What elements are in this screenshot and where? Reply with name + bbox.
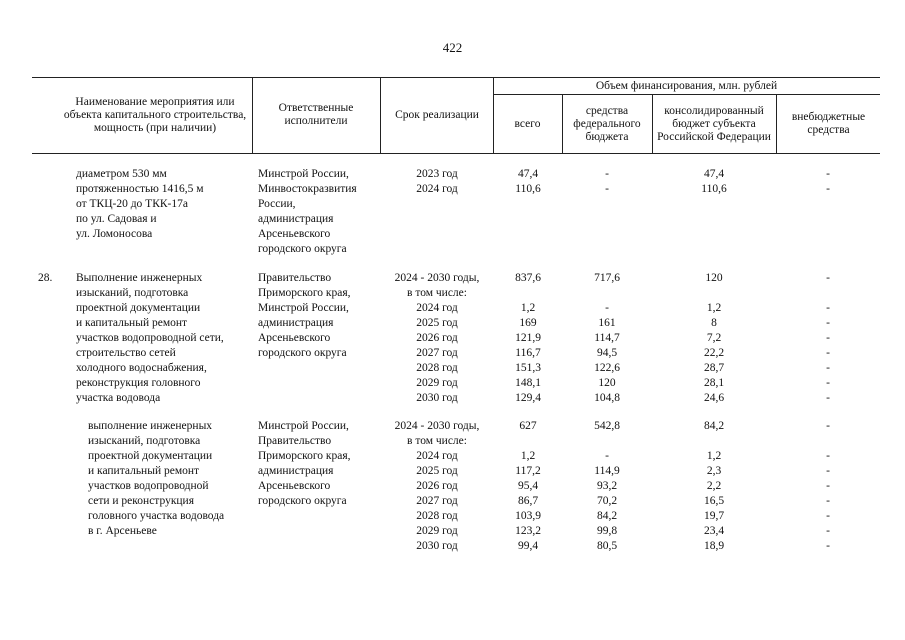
regional-cell: 28,7 [703, 362, 725, 374]
federal-cell: - [605, 183, 609, 195]
total-cell: 86,7 [517, 495, 539, 507]
regional-cell: 18,9 [703, 540, 725, 552]
federal-cell: 120 [598, 377, 616, 389]
period-cell: 2026 год [416, 480, 458, 492]
item-name-line: протяженностью 1416,5 м [76, 183, 204, 195]
item-name-line: холодного водоснабжения, [76, 362, 207, 374]
total-cell: 95,4 [517, 480, 539, 492]
item-name-line: и капитальный ремонт [88, 465, 200, 477]
header-extra: внебюджетные средства [791, 111, 866, 136]
total-cell: 148,1 [515, 377, 541, 389]
item-name-line: ул. Ломоносова [76, 228, 153, 240]
period-cell: 2024 - 2030 годы, [394, 420, 480, 432]
header-period: Срок реализации [395, 108, 479, 121]
total-cell: 151,3 [515, 362, 541, 374]
extra-cell: - [826, 465, 830, 477]
period-cell: 2023 год [416, 168, 458, 180]
responsible-line: Арсеньевского [258, 228, 331, 240]
item-name-line: в г. Арсеньеве [88, 525, 157, 537]
item-name-line: изысканий, подготовка [88, 435, 201, 447]
responsible-line: Приморского края, [258, 287, 351, 299]
federal-cell: 161 [598, 317, 616, 329]
extra-cell: - [826, 302, 830, 314]
period-cell: 2024 год [416, 183, 458, 195]
responsible-line: Минстрой России, [258, 168, 349, 180]
item-name-line: участков водопроводной [88, 480, 209, 492]
regional-cell: 2,3 [706, 465, 722, 477]
extra-cell: - [826, 183, 830, 195]
regional-cell: 8 [711, 317, 717, 329]
item-name-line: сети и реконструкция [88, 495, 194, 507]
financing-divider-rule [493, 94, 880, 95]
regional-cell: 1,2 [706, 450, 722, 462]
extra-cell: - [826, 272, 830, 284]
regional-cell: 47,4 [703, 168, 725, 180]
extra-cell: - [826, 525, 830, 537]
regional-cell: 24,6 [703, 392, 725, 404]
header-total: всего [514, 117, 541, 130]
period-cell: 2024 год [416, 450, 458, 462]
total-cell: 117,2 [515, 465, 541, 477]
total-cell: 47,4 [517, 168, 539, 180]
responsible-line: Правительство [258, 435, 332, 447]
regional-cell: 84,2 [703, 420, 725, 432]
extra-cell: - [826, 168, 830, 180]
federal-cell: - [605, 450, 609, 462]
extra-cell: - [826, 392, 830, 404]
federal-cell: 70,2 [596, 495, 618, 507]
responsible-line: Арсеньевского [258, 332, 331, 344]
regional-cell: 120 [705, 272, 723, 284]
federal-cell: 717,6 [594, 272, 620, 284]
period-cell: 2026 год [416, 332, 458, 344]
extra-cell: - [826, 495, 830, 507]
period-cell: 2028 год [416, 510, 458, 522]
responsible-line: Приморского края, [258, 450, 351, 462]
federal-cell: 99,8 [596, 525, 618, 537]
total-cell: 103,9 [515, 510, 541, 522]
item-name-line: от ТКЦ-20 до ТКК-17а [76, 198, 188, 210]
extra-cell: - [826, 362, 830, 374]
item-name-line: Выполнение инженерных [76, 272, 203, 284]
header-responsible: Ответственные исполнители [278, 102, 354, 127]
total-cell: 123,2 [515, 525, 541, 537]
total-cell: 121,9 [515, 332, 541, 344]
period-cell: 2025 год [416, 317, 458, 329]
period-cell: в том числе: [407, 287, 467, 299]
federal-cell: 114,9 [594, 465, 620, 477]
period-cell: 2030 год [416, 540, 458, 552]
item-name-line: диаметром 530 мм [76, 168, 167, 180]
col-divider-responsible [380, 77, 381, 153]
extra-cell: - [826, 377, 830, 389]
responsible-line: Минвостокразвития [258, 183, 357, 195]
page-number: 422 [442, 40, 463, 55]
federal-cell: 84,2 [596, 510, 618, 522]
total-cell: 837,6 [515, 272, 541, 284]
extra-cell: - [826, 317, 830, 329]
extra-cell: - [826, 420, 830, 432]
federal-cell: 114,7 [594, 332, 620, 344]
responsible-line: Минстрой России, [258, 420, 349, 432]
period-cell: 2030 год [416, 392, 458, 404]
total-cell: 110,6 [515, 183, 541, 195]
extra-cell: - [826, 540, 830, 552]
total-cell: 169 [519, 317, 537, 329]
federal-cell: - [605, 302, 609, 314]
header-name: Наименование мероприятия или объекта капитального строительства, мощность (при наличии) [63, 95, 247, 134]
period-cell: 2027 год [416, 495, 458, 507]
responsible-line: городского округа [258, 495, 347, 507]
responsible-line: городского округа [258, 243, 347, 255]
item-name-line: участков водопроводной сети, [76, 332, 224, 344]
item-name-line: участка водовода [76, 392, 161, 404]
item-name-line: строительство сетей [76, 347, 176, 359]
federal-cell: 94,5 [596, 347, 618, 359]
header-federal: средства федерального бюджета [573, 104, 641, 143]
responsible-line: Минстрой России, [258, 302, 349, 314]
total-cell: 1,2 [520, 450, 536, 462]
responsible-line: Правительство [258, 272, 332, 284]
item-name-line: проектной документации [76, 302, 201, 314]
item-name-line: изысканий, подготовка [76, 287, 189, 299]
extra-cell: - [826, 480, 830, 492]
total-cell: 116,7 [515, 347, 541, 359]
responsible-line: городского округа [258, 347, 347, 359]
extra-cell: - [826, 347, 830, 359]
responsible-line: администрация [258, 213, 334, 225]
regional-cell: 7,2 [706, 332, 722, 344]
federal-cell: 542,8 [594, 420, 620, 432]
regional-cell: 19,7 [703, 510, 725, 522]
item-name-line: головного участка водовода [88, 510, 225, 522]
responsible-line: администрация [258, 465, 334, 477]
regional-cell: 16,5 [703, 495, 725, 507]
regional-cell: 28,1 [703, 377, 725, 389]
header-regional: консолидированный бюджет субъекта Российской Федерации [657, 104, 771, 143]
col-divider-name [252, 77, 253, 153]
period-cell: 2029 год [416, 525, 458, 537]
header-bottom-rule [32, 153, 880, 154]
period-cell: 2025 год [416, 465, 458, 477]
federal-cell: 80,5 [596, 540, 618, 552]
row-number: 28. [38, 272, 53, 284]
regional-cell: 110,6 [701, 183, 727, 195]
federal-cell: 93,2 [596, 480, 618, 492]
total-cell: 1,2 [520, 302, 536, 314]
total-cell: 627 [519, 420, 537, 432]
period-cell: 2024 - 2030 годы, [394, 272, 480, 284]
item-name-line: выполнение инженерных [88, 420, 213, 432]
period-cell: 2024 год [416, 302, 458, 314]
federal-cell: - [605, 168, 609, 180]
regional-cell: 23,4 [703, 525, 725, 537]
period-cell: в том числе: [407, 435, 467, 447]
responsible-line: Арсеньевского [258, 480, 331, 492]
regional-cell: 1,2 [706, 302, 722, 314]
item-name-line: реконструкция головного [76, 377, 201, 389]
item-name-line: по ул. Садовая и [76, 213, 157, 225]
period-cell: 2029 год [416, 377, 458, 389]
federal-cell: 104,8 [594, 392, 620, 404]
item-name-line: проектной документации [88, 450, 213, 462]
regional-cell: 22,2 [703, 347, 725, 359]
period-cell: 2028 год [416, 362, 458, 374]
regional-cell: 2,2 [706, 480, 722, 492]
extra-cell: - [826, 332, 830, 344]
responsible-line: администрация [258, 317, 334, 329]
total-cell: 99,4 [517, 540, 539, 552]
item-name-line: и капитальный ремонт [76, 317, 188, 329]
total-cell: 129,4 [515, 392, 541, 404]
responsible-line: России, [258, 198, 296, 210]
federal-cell: 122,6 [594, 362, 620, 374]
period-cell: 2027 год [416, 347, 458, 359]
extra-cell: - [826, 450, 830, 462]
header-financing: Объем финансирования, млн. рублей [595, 79, 778, 92]
extra-cell: - [826, 510, 830, 522]
